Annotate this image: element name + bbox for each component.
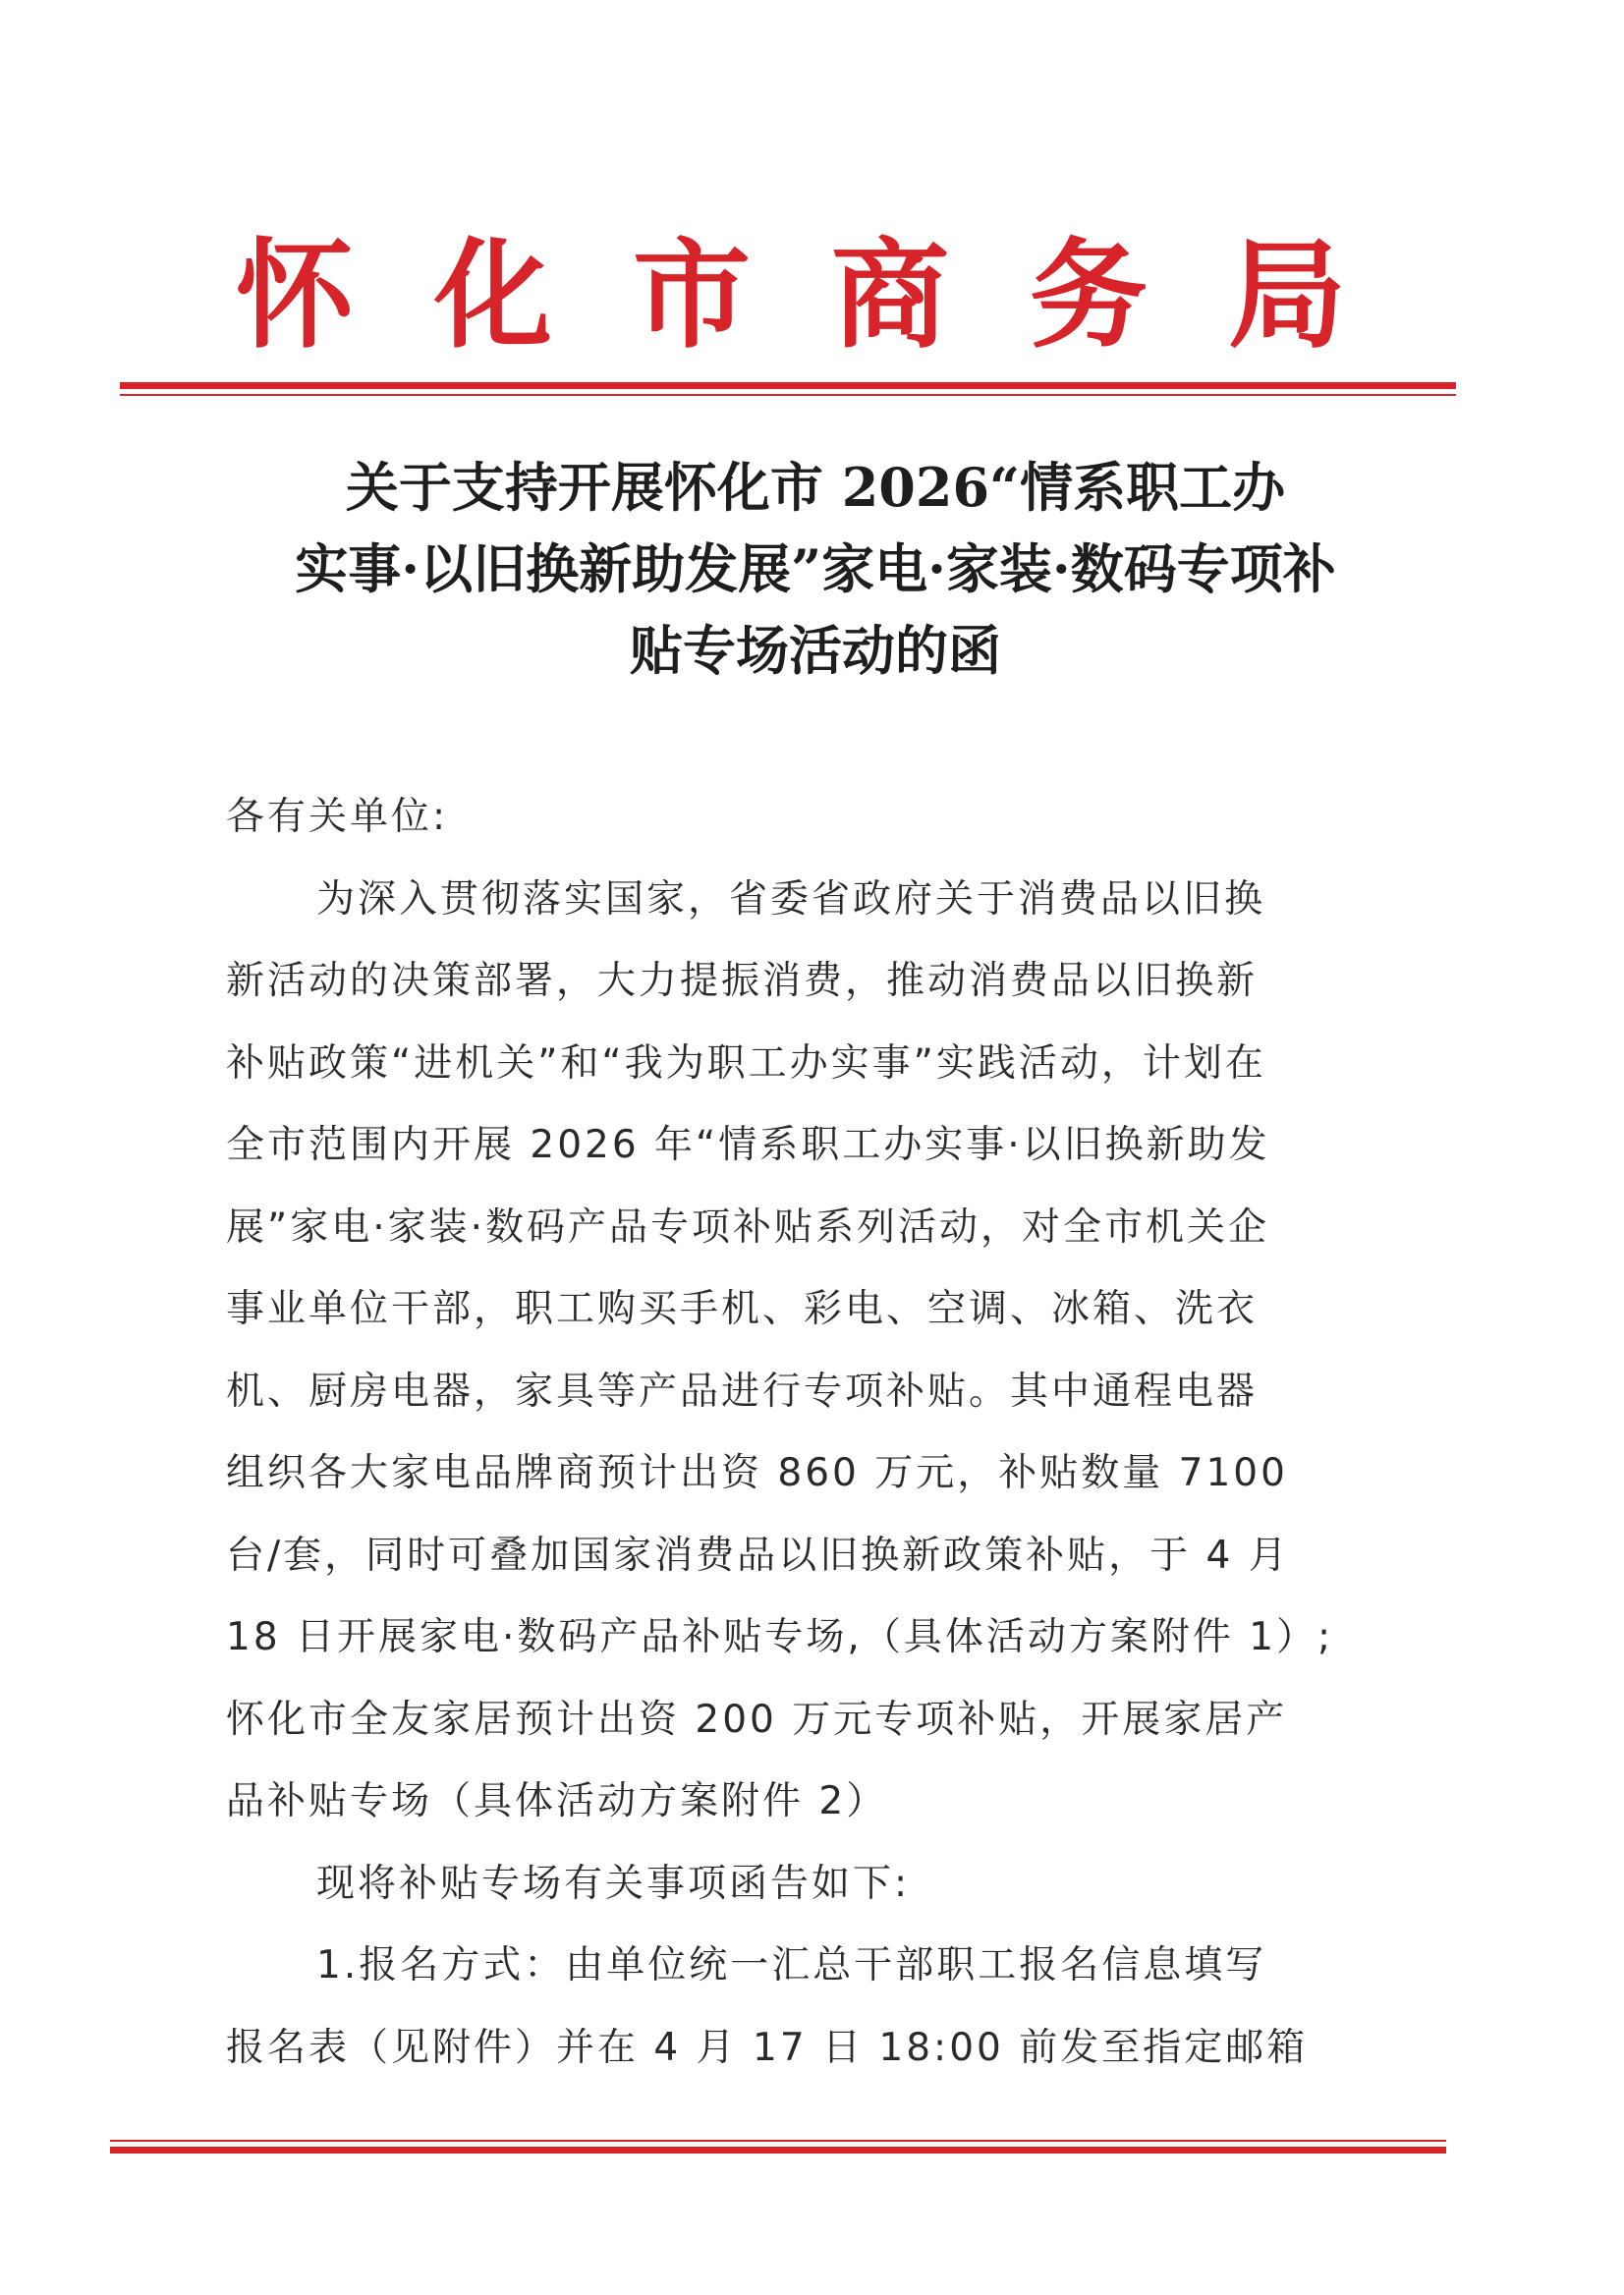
document-body (226, 776, 1385, 2089)
title-line: 实事·以旧换新助发展”家电·家装·数码专项补 (295, 537, 1336, 600)
body-line: 展”家电·家装·数码产品专项补贴系列活动，对全市机关企 (226, 1204, 1269, 1250)
footer-rule-thick (110, 2147, 1446, 2154)
body-line: 补贴政策“进机关”和“我为职工办实事”实践活动，计划在 (226, 1040, 1266, 1086)
letterhead-rule-thick (120, 382, 1456, 389)
letterhead-char: 务 (1030, 226, 1148, 364)
body-line: 新活动的决策部署，大力提振消费，推动消费品以旧换新 (226, 959, 1259, 1003)
letterhead-char: 商 (831, 226, 949, 364)
letterhead-char: 局 (1228, 226, 1346, 364)
item-line: 1.报名方式：由单位统一汇总干部职工报名信息填写 (316, 1943, 1267, 1987)
letterhead-rule-thin (120, 394, 1456, 396)
document-title (177, 447, 1454, 692)
body-line: 台/套，同时可叠加国家消费品以旧换新政策补贴，于 4 月 (226, 1533, 1290, 1578)
letterhead (236, 222, 1346, 369)
letterhead-char: 化 (434, 226, 552, 364)
salutation: 各有关单位: (226, 795, 449, 839)
letterhead-char: 市 (633, 226, 751, 364)
body-line: 事业单位干部，职工购买手机、彩电、空调、冰箱、洗衣 (226, 1287, 1259, 1331)
body-line: 18 日开展家电·数码产品补贴专场,（具体活动方案附件 1）; (226, 1615, 1334, 1659)
title-line: 贴专场活动的函 (630, 619, 1001, 682)
body-line: 品补贴专场（具体活动方案附件 2） (226, 1779, 888, 1823)
body-line: 全市范围内开展 2026 年“情系职工办实事·以旧换新助发 (226, 1123, 1270, 1167)
item-line: 报名表（见附件）并在 4 月 17 日 18:00 前发至指定邮箱 (226, 2025, 1309, 2070)
letterhead-char: 怀 (236, 226, 354, 364)
body-line: 组织各大家电品牌商预计出资 860 万元，补贴数量 7100 (226, 1451, 1288, 1495)
body-line: 怀化市全友家居预计出资 200 万元专项补贴，开展家居产 (226, 1697, 1288, 1742)
footer-rule-thin (110, 2140, 1446, 2142)
notice-line: 现将补贴专场有关事项函告如下: (316, 1861, 911, 1906)
body-line: 机、厨房电器，家具等产品进行专项补贴。其中通程电器 (226, 1369, 1259, 1414)
title-line: 关于支持开展怀化市 2026“情系职工办 (345, 456, 1286, 519)
body-line: 为深入贯彻落实国家，省委省政府关于消费品以旧换 (316, 876, 1266, 922)
